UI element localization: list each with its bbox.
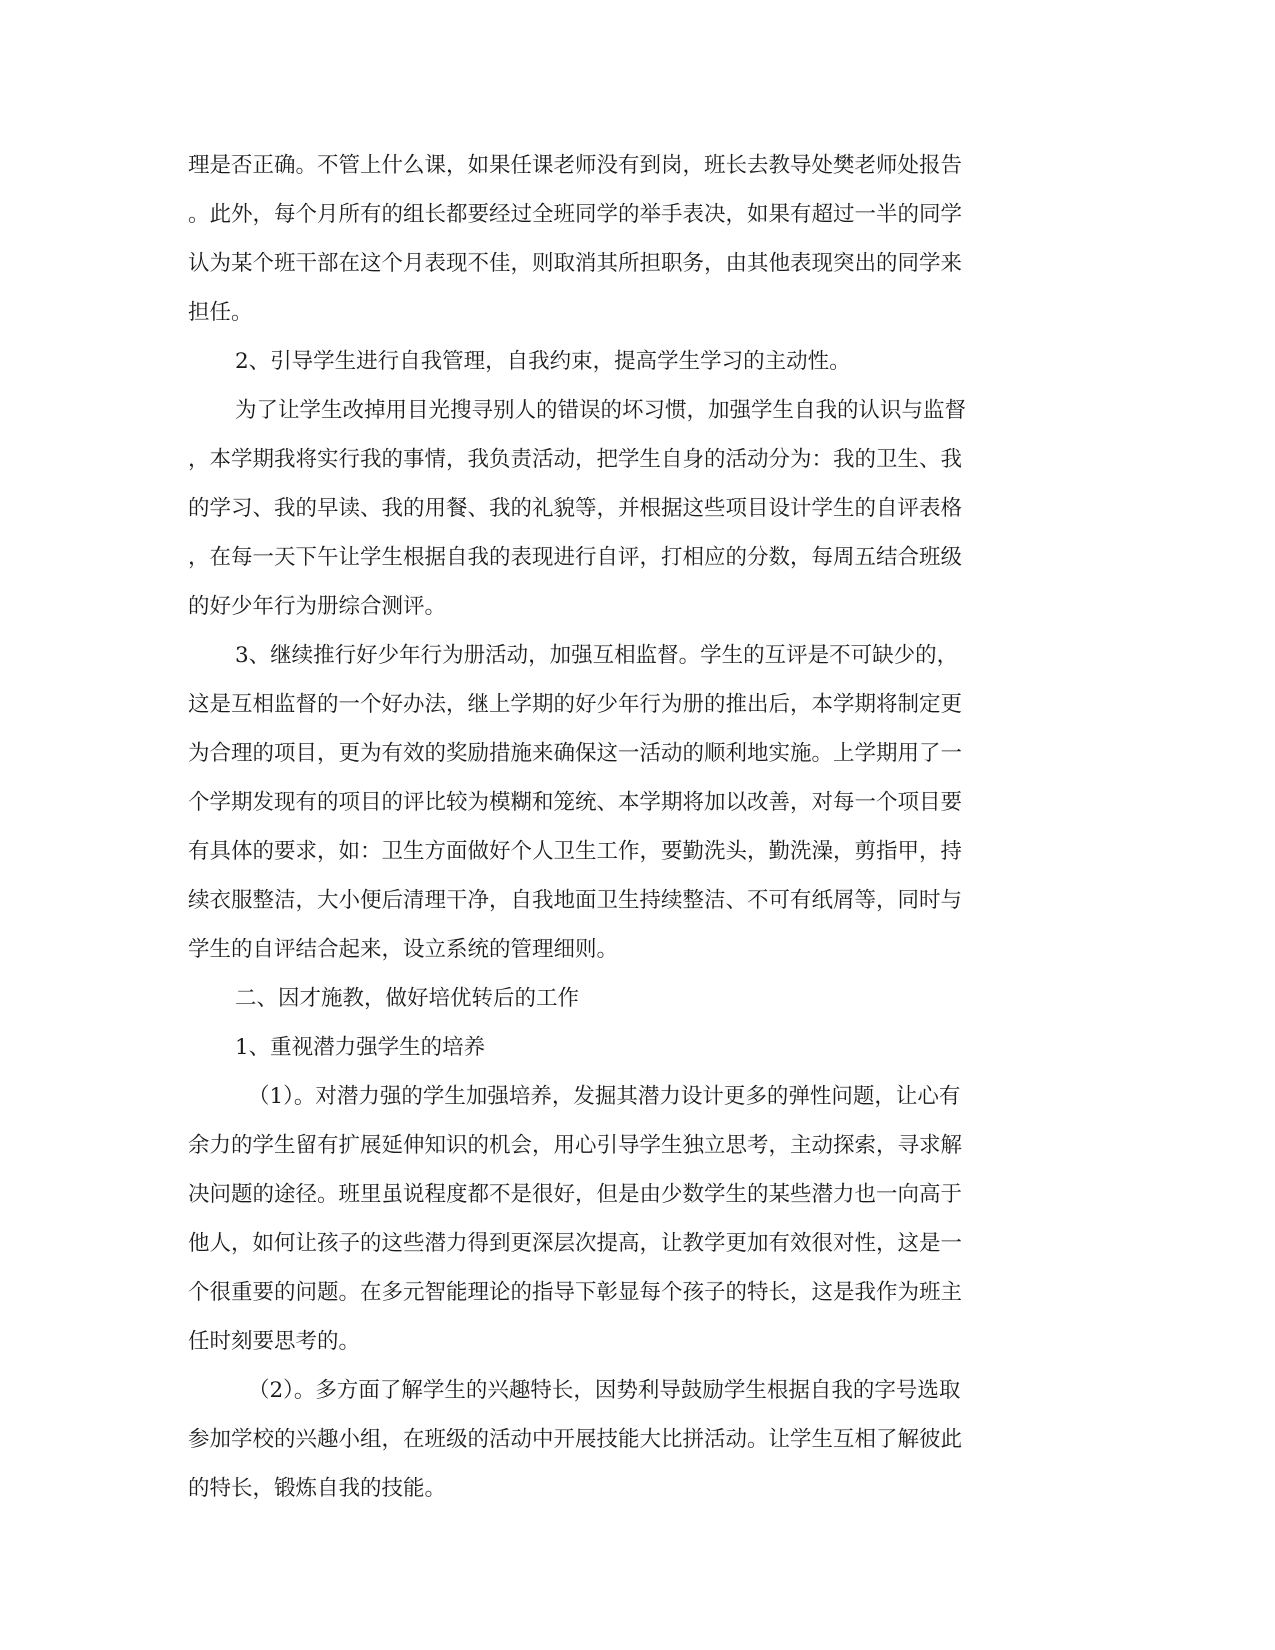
text-line: ，在每一天下午让学生根据自我的表现进行自评，打相应的分数，每周五结合班级 [188,545,963,570]
item-heading-3: 3、继续推行好少年行为册活动，加强互相监督。学生的互评是不可缺少的， [235,643,959,668]
paragraph-start: （1）。对潜力强的学生加强培养，发掘其潜力设计更多的弹性问题，让心有 [248,1084,961,1109]
text-line: 参加学校的兴趣小组，在班级的活动中开展技能大比拼活动。让学生互相了解彼此 [188,1427,963,1452]
text-line: 的学习、我的早读、我的用餐、我的礼貌等，并根据这些项目设计学生的自评表格 [188,496,963,521]
text-line: 为合理的项目，更为有效的奖励措施来确保这一活动的顺利地实施。上学期用了一 [188,741,963,766]
text-line: 续衣服整洁，大小便后清理干净，自我地面卫生持续整洁、不可有纸屑等，同时与 [188,888,963,913]
text-line: 任时刻要思考的。 [188,1329,361,1354]
document-body [188,141,1090,1513]
text-line: 学生的自评结合起来，设立系统的管理细则。 [188,937,619,962]
text-line: 理是否正确。不管上什么课，如果任课老师没有到岗，班长去教导处樊老师处报告 [188,153,963,178]
paragraph-start: （2）。多方面了解学生的兴趣特长，因势利导鼓励学生根据自我的字号选取 [248,1378,961,1403]
paragraph-start: 为了让学生改掉用目光搜寻别人的错误的坏习惯，加强学生自我的认识与监督 [235,398,967,423]
text-line: 有具体的要求，如：卫生方面做好个人卫生工作，要勤洗头，勤洗澡，剪指甲，持 [188,839,963,864]
item-heading-2: 2、引导学生进行自我管理，自我约束，提高学生学习的主动性。 [235,349,851,374]
text-line: 他人，如何让孩子的这些潜力得到更深层次提高，让教学更加有效很对性，这是一 [188,1231,963,1256]
text-line: 。此外，每个月所有的组长都要经过全班同学的举手表决，如果有超过一半的同学 [188,202,963,227]
subsection-heading-1: 1、重视潜力强学生的培养 [235,1035,486,1060]
text-line: 这是互相监督的一个好办法，继上学期的好少年行为册的推出后，本学期将制定更 [188,692,963,717]
text-line: 的特长，锻炼自我的技能。 [188,1476,447,1501]
text-line: ，本学期我将实行我的事情，我负责活动，把学生自身的活动分为：我的卫生、我 [188,447,963,472]
text-line: 担任。 [188,300,253,325]
text-line: 认为某个班干部在这个月表现不佳，则取消其所担职务，由其他表现突出的同学来 [188,251,963,276]
text-line: 余力的学生留有扩展延伸知识的机会，用心引导学生独立思考，主动探索，寻求解 [188,1133,963,1158]
text-line: 个学期发现有的项目的评比较为模糊和笼统、本学期将加以改善，对每一个项目要 [188,790,963,815]
text-line: 决问题的途径。班里虽说程度都不是很好，但是由少数学生的某些潜力也一向高于 [188,1182,963,1207]
text-line: 的好少年行为册综合测评。 [188,594,447,619]
text-line: 个很重要的问题。在多元智能理论的指导下彰显每个孩子的特长，这是我作为班主 [188,1280,963,1305]
section-heading-2: 二、因才施教，做好培优转后的工作 [235,986,580,1011]
